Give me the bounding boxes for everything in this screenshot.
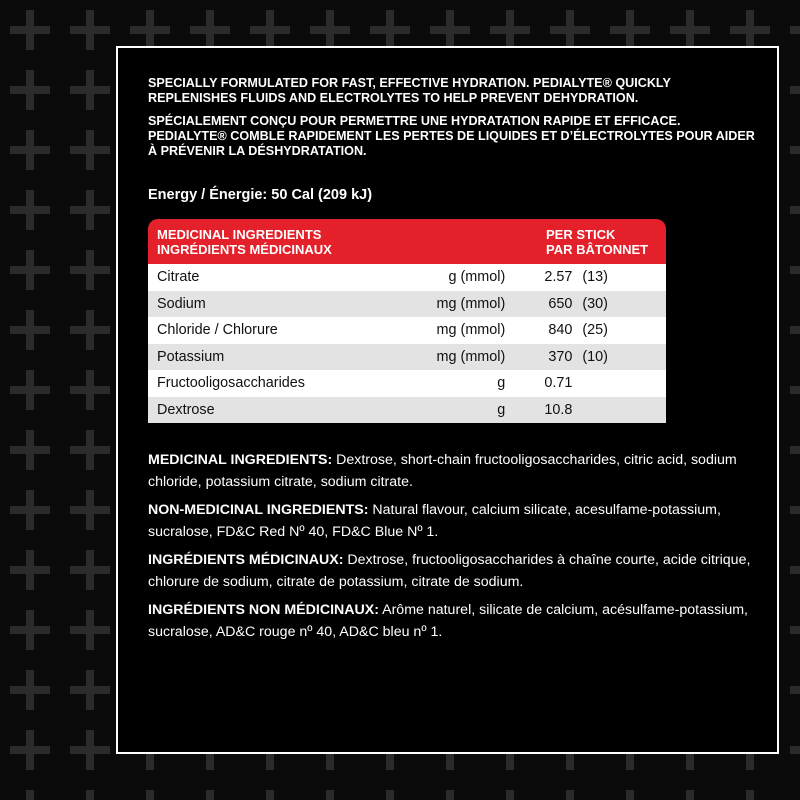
- ingredient-mmol: (10): [572, 344, 666, 371]
- table-header-per-stick: [546, 227, 648, 257]
- ingredient-statements: [148, 449, 758, 643]
- ingredients-table-body: [148, 264, 666, 423]
- ingredient-value: 10.8: [505, 397, 572, 424]
- table-row: [148, 344, 666, 371]
- statement-label: INGRÉDIENTS MÉDICINAUX:: [148, 552, 344, 568]
- table-row: [148, 264, 666, 291]
- ingredient-mmol: [572, 397, 666, 424]
- statement-text: Dextrose, fructooligosaccharides à chaîne courte, acide citrique, chlorure de sodium, citrate de potassium, citrate de sodium.: [148, 552, 751, 590]
- table-header: [148, 219, 666, 264]
- statement-text: Natural flavour, calcium silicate, acesulfame-potassium, sucralose, FD&C Red Nº 40, FD&C Blue Nº 1.: [148, 502, 721, 540]
- ingredients-table: [148, 219, 666, 423]
- ingredient-unit: g: [381, 397, 505, 424]
- ingredient-name: Dextrose: [148, 397, 381, 424]
- header-right-fr: PAR BÂTONNET: [546, 242, 649, 257]
- ingredient-mmol: [572, 370, 666, 397]
- ingredient-unit: g: [381, 370, 505, 397]
- table-header-ingredients: [157, 227, 332, 257]
- ingredient-value: 2.57: [505, 264, 572, 291]
- ingredient-name: Citrate: [148, 264, 381, 291]
- statement-label: INGRÉDIENTS NON MÉDICINAUX:: [148, 602, 379, 618]
- header-right-en: PER STICK: [546, 227, 616, 242]
- statement-text: Arôme naturel, silicate de calcium, acésulfame-potassium, sucralose, AD&C rouge nº 40, AD&C bleu nº 1.: [148, 602, 748, 640]
- ingredient-unit: mg (mmol): [381, 291, 505, 318]
- statement-label: NON-MEDICINAL INGREDIENTS:: [148, 502, 369, 518]
- medicinal-ingredients-en: [148, 449, 758, 493]
- ingredient-value: 840: [505, 317, 572, 344]
- non-medicinal-ingredients-fr: [148, 599, 758, 643]
- table-row: [148, 370, 666, 397]
- table-row: [148, 291, 666, 318]
- ingredient-mmol: (30): [572, 291, 666, 318]
- ingredient-name: Fructooligosaccharides: [148, 370, 381, 397]
- ingredient-value: 0.71: [505, 370, 572, 397]
- info-panel: [116, 46, 779, 754]
- non-medicinal-ingredients-en: [148, 499, 758, 543]
- ingredient-unit: g (mmol): [381, 264, 505, 291]
- medicinal-ingredients-fr: [148, 549, 758, 593]
- energy-value: Energy / Énergie: 50 Cal (209 kJ): [148, 187, 373, 203]
- ingredient-name: Potassium: [148, 344, 381, 371]
- header-left-fr: INGRÉDIENTS MÉDICINAUX: [157, 242, 332, 257]
- ingredient-unit: mg (mmol): [381, 317, 505, 344]
- statement-label: MEDICINAL INGREDIENTS:: [148, 452, 333, 468]
- ingredient-name: Chloride / Chlorure: [148, 317, 381, 344]
- ingredient-name: Sodium: [148, 291, 381, 318]
- intro-english: SPECIALLY FORMULATED FOR FAST, EFFECTIVE HYDRATION. PEDIALYTE® QUICKLY REPLENISHES FLUIDS AND ELECTROLYTES TO HELP PREVENT DEHYDRATION.: [148, 76, 671, 105]
- ingredient-value: 370: [505, 344, 572, 371]
- table-row: [148, 397, 666, 424]
- intro-french: SPÉCIALEMENT CONÇU POUR PERMETTRE UNE HYDRATATION RAPIDE ET EFFICACE. PEDIALYTE® COMBLE RAPIDEMENT LES PERTES DE LIQUIDES ET D’ÉLECTROLYTES POUR AIDER À PRÉVENIR LA DÉSHYDRATATION.: [148, 114, 755, 158]
- statement-text: Dextrose, short-chain fructooligosaccharides, citric acid, sodium chloride, potassium citrate, sodium citrate.: [148, 452, 737, 490]
- header-left-en: MEDICINAL INGREDIENTS: [157, 227, 322, 242]
- ingredient-value: 650: [505, 291, 572, 318]
- panel-content: [148, 76, 758, 649]
- ingredient-mmol: (25): [572, 317, 666, 344]
- table-row: [148, 317, 666, 344]
- ingredient-unit: mg (mmol): [381, 344, 505, 371]
- ingredient-mmol: (13): [572, 264, 666, 291]
